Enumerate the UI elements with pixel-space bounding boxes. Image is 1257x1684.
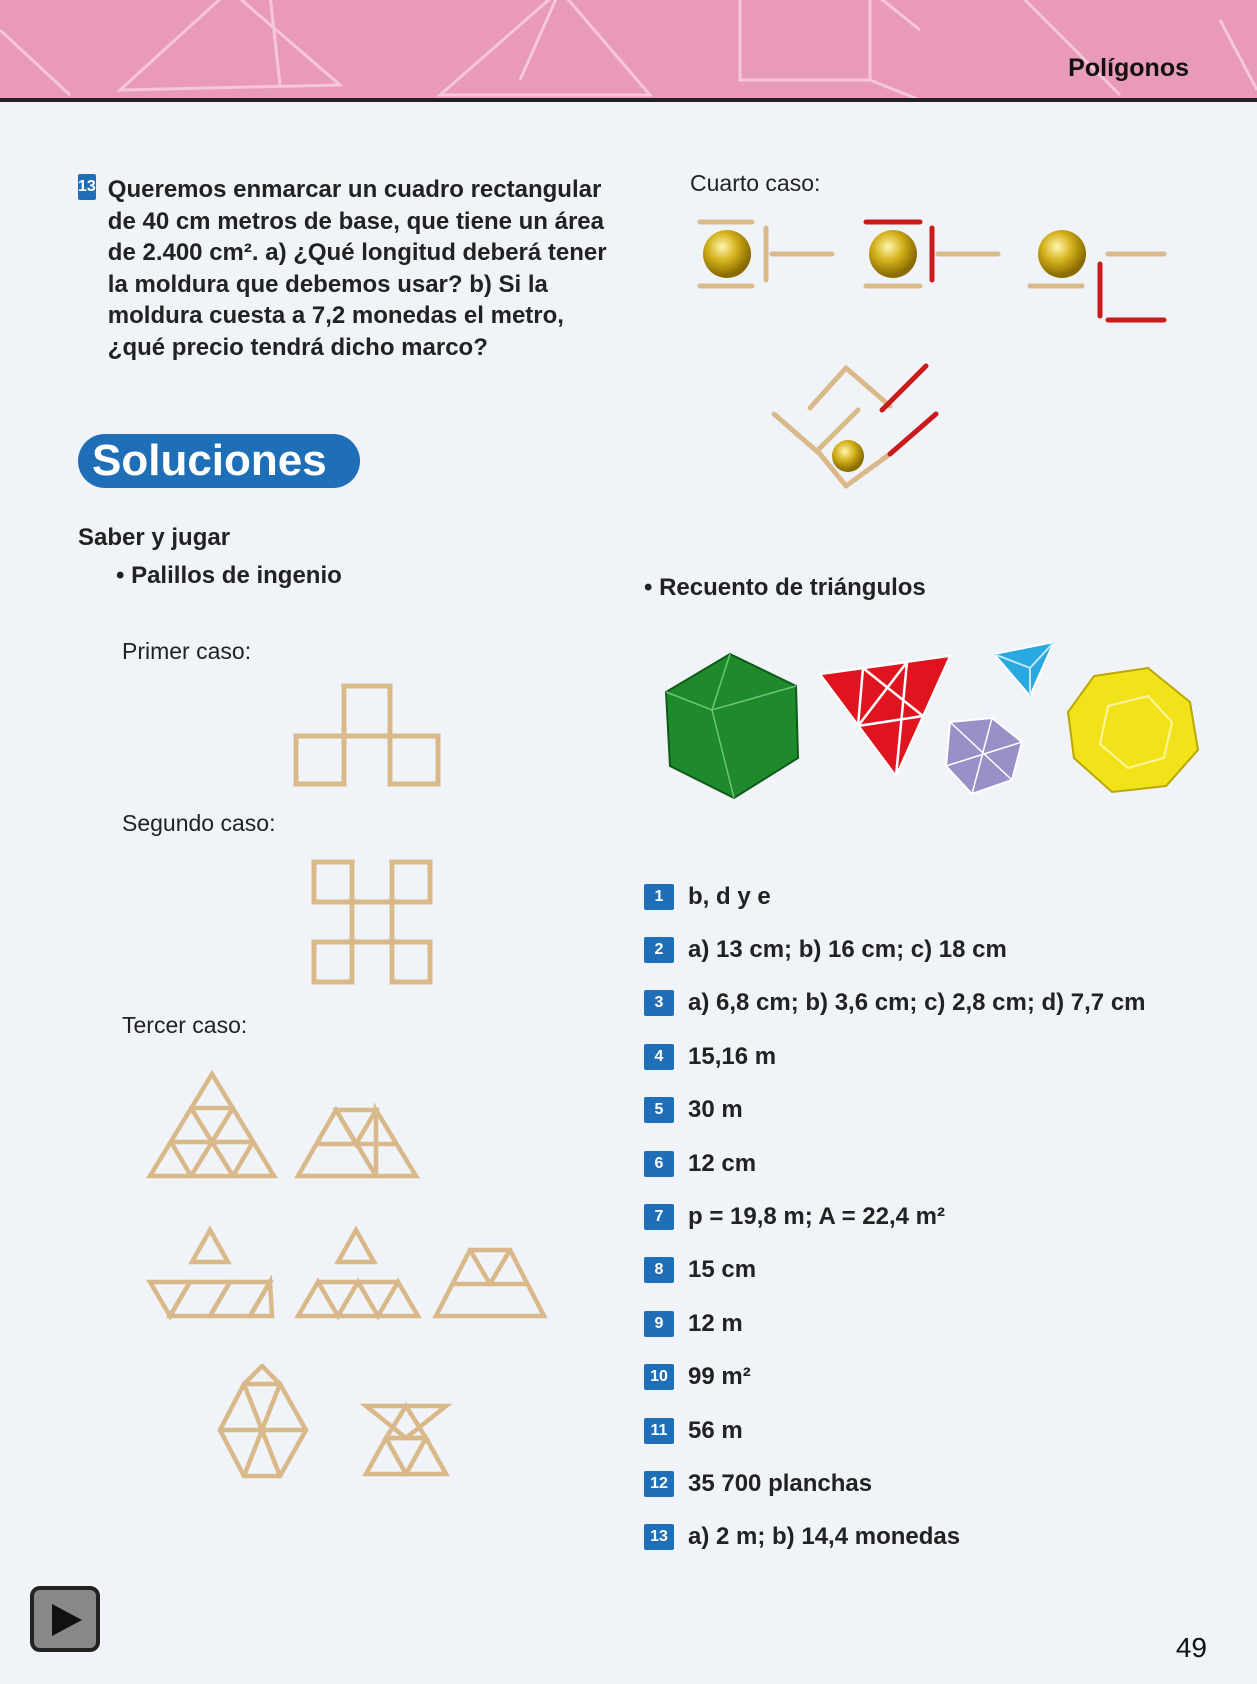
answer-number-badge: 4 [644,1044,674,1070]
list-item [644,1404,1146,1457]
list-item [644,1457,1146,1510]
case-1-label: Primer caso: [122,638,252,664]
list-item [644,1511,1146,1564]
answer-number-badge: 13 [644,1524,674,1550]
answer-number-badge: 3 [644,990,674,1016]
section-heading: Saber y jugar [78,524,231,551]
case-1-figure [290,680,450,790]
answer-text: 30 m [688,1096,743,1124]
answer-text: a) 2 m; b) 14,4 monedas [688,1523,961,1551]
answer-text: 35 700 planchas [688,1469,873,1497]
answer-number-badge: 9 [644,1311,674,1337]
list-item [644,1190,1146,1243]
case-4-label: Cuarto caso: [690,170,821,196]
solutions-title: Soluciones [78,434,360,488]
answer-text: p = 19,8 m; A = 22,4 m² [688,1203,946,1231]
list-item [644,1030,1146,1083]
case-2-label: Segundo caso: [122,810,276,836]
answer-number-badge: 11 [644,1418,674,1444]
list-item [644,1084,1146,1137]
list-item [644,977,1146,1030]
polyhedra-figure [660,630,1220,810]
answer-number-badge: 5 [644,1097,674,1123]
answer-text: 15 cm [688,1256,757,1284]
problem-13 [78,174,618,363]
answer-number-badge: 8 [644,1257,674,1283]
answer-number-badge: 1 [644,884,674,910]
list-item [644,923,1146,976]
answer-text: 12 m [688,1309,743,1337]
case-2-figure [310,858,440,988]
list-item [644,1351,1146,1404]
case-3-figure [140,1070,580,1490]
answer-number-badge: 6 [644,1151,674,1177]
list-item [644,870,1146,923]
play-icon [50,1602,84,1638]
page-number: 49 [1175,1632,1207,1663]
header-title: Polígonos [1068,54,1189,82]
answer-text: a) 13 cm; b) 16 cm; c) 18 cm [688,936,1007,964]
answer-number-badge: 10 [644,1364,674,1390]
header-banner [0,0,1257,102]
answers-list [644,870,1146,1564]
case-4-figure [690,210,1190,510]
answer-number-badge: 12 [644,1471,674,1497]
play-button[interactable] [30,1586,100,1652]
answer-text: a) 6,8 cm; b) 3,6 cm; c) 2,8 cm; d) 7,7 cm [688,989,1146,1017]
answer-text: 99 m² [688,1363,751,1391]
answer-text: 56 m [688,1416,743,1444]
case-3-label: Tercer caso: [122,1012,248,1038]
problem-number-badge: 13 [78,174,96,200]
geometry-decoration [0,0,1257,102]
list-item [644,1244,1146,1297]
bullet-matchsticks: • Palillos de ingenio [116,562,342,590]
list-item [644,1297,1146,1350]
answer-text: 12 cm [688,1149,757,1177]
list-item [644,1137,1146,1190]
answer-text: b, d y e [688,882,771,910]
answer-number-badge: 2 [644,937,674,963]
answer-text: 15,16 m [688,1042,777,1070]
answer-number-badge: 7 [644,1204,674,1230]
problem-text: Queremos enmarcar un cuadro rectangular de 40 cm metros de base, que tiene un área de 2.400 cm². a) ¿Qué longitud deberá tener la moldura que debemos usar? b) Si la moldura cuesta a 7,2 monedas el metro, ¿qué precio tendrá dicho marco? [107,176,607,361]
bullet-triangles: • Recuento de triángulos [644,574,926,602]
